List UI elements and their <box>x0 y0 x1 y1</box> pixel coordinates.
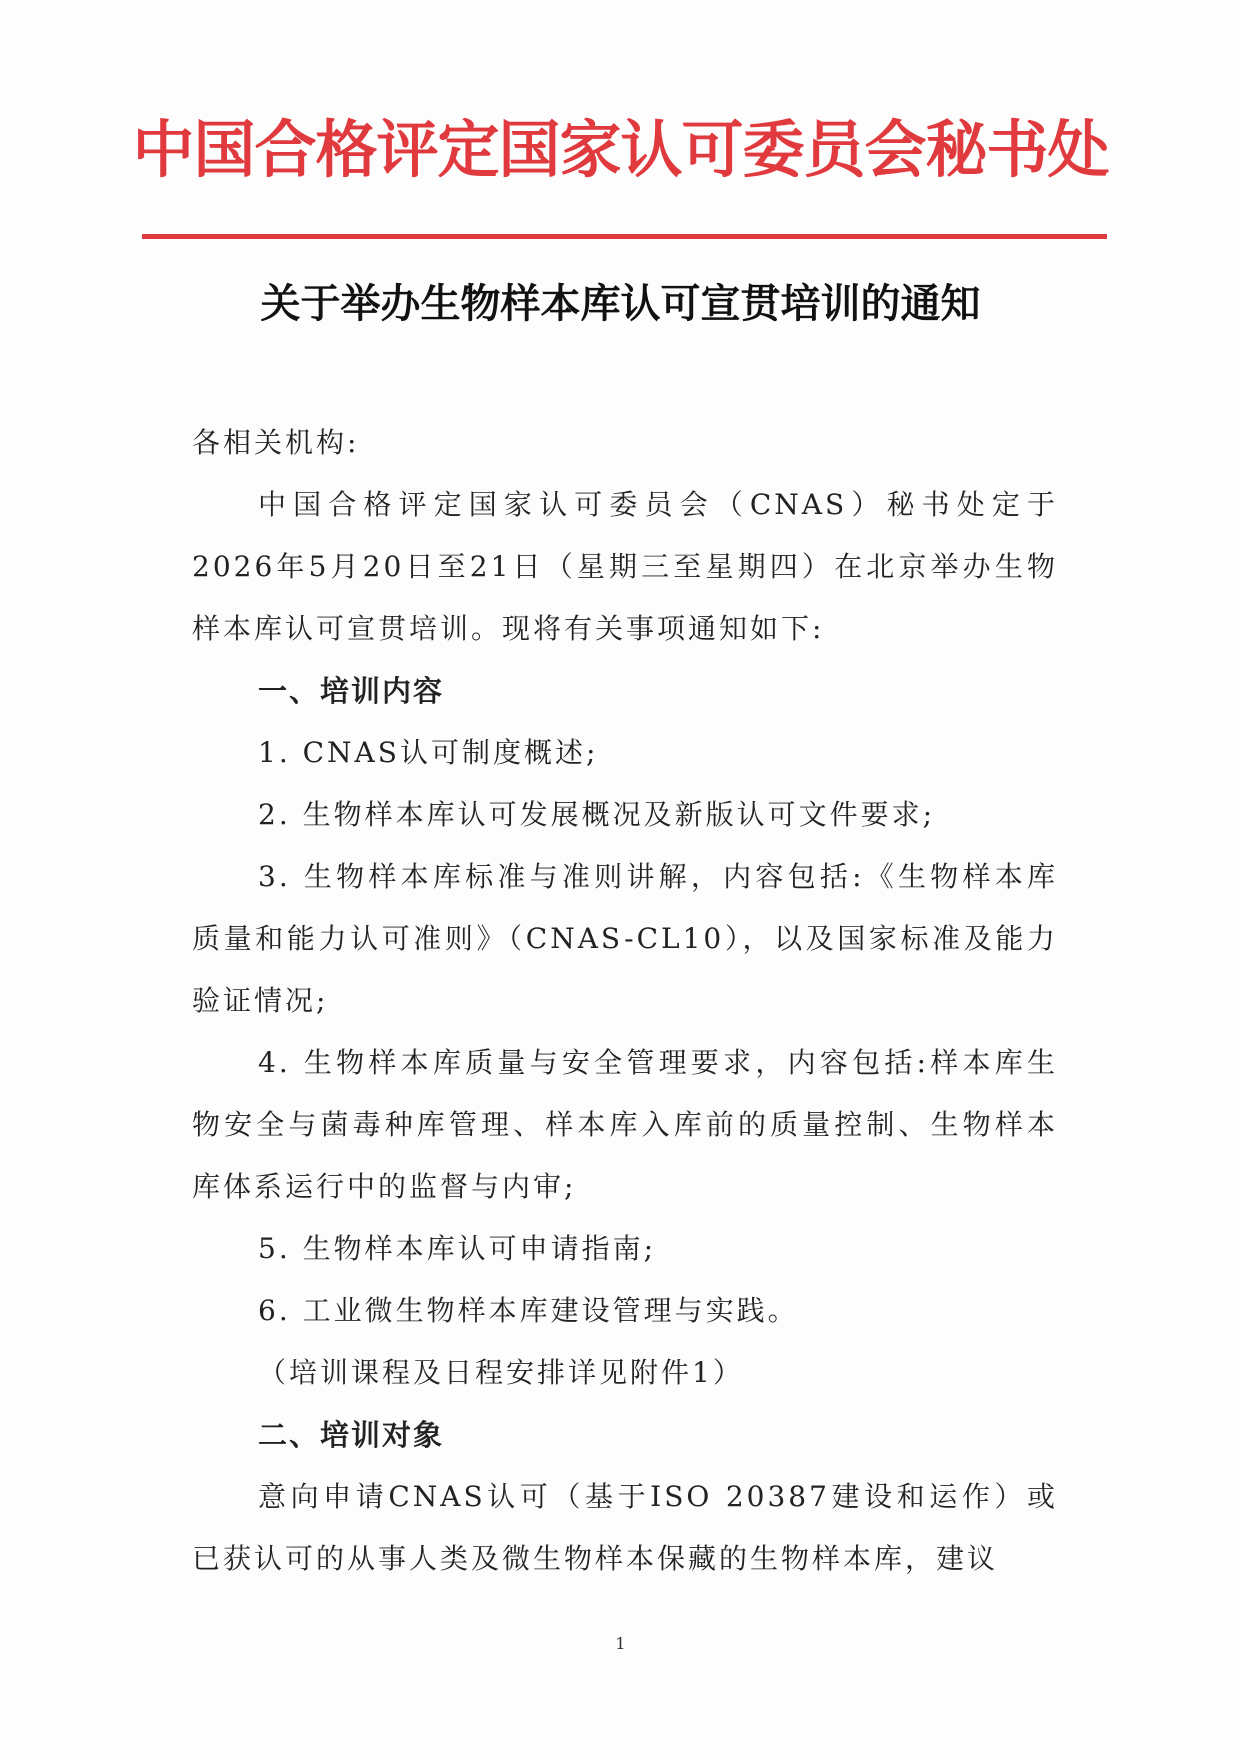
section-heading-training-content: 一、培训内容 <box>258 674 445 708</box>
list-item: 2. 生物样本库认可发展概况及新版认可文件要求; <box>258 798 936 831</box>
letterhead-title: 中国合格评定国家认可委员会秘书处 <box>132 113 1109 186</box>
section-heading-training-audience: 二、培训对象 <box>258 1418 445 1452</box>
salutation: 各相关机构: <box>192 426 360 459</box>
page-number: 1 <box>615 1634 626 1653</box>
list-item: 4. 生物样本库质量与安全管理要求，内容包括:样本库生物安全与菌毒种库管理、样本库入库前的质量控制、生物样本库体系运行中的监督与内审; <box>192 1046 1058 1203</box>
list-item: 5. 生物样本库认可申请指南; <box>258 1232 657 1265</box>
list-item: 6. 工业微生物样本库建设管理与实践。 <box>258 1294 799 1327</box>
document-title: 关于举办生物样本库认可宣贯培训的通知 <box>260 281 981 327</box>
audience-paragraph: 意向申请CNAS认可（基于ISO 20387建设和运作）或已获认可的从事人类及微生物样本保藏的生物样本库，建议 <box>192 1480 1058 1575</box>
list-item: 3. 生物样本库标准与准则讲解，内容包括:《生物样本库质量和能力认可准则》（CNAS-CL10），以及国家标准及能力验证情况; <box>192 860 1058 1017</box>
intro-paragraph: 中国合格评定国家认可委员会（CNAS）秘书处定于2026年5月20日至21日（星期三至星期四）在北京举办生物样本库认可宣贯培训。现将有关事项通知如下: <box>192 488 1058 645</box>
letterhead-divider <box>142 234 1107 239</box>
document-body <box>192 412 1058 1590</box>
list-item: 1. CNAS认可制度概述; <box>258 736 599 769</box>
schedule-note: （培训课程及日程安排详见附件1） <box>258 1356 744 1389</box>
